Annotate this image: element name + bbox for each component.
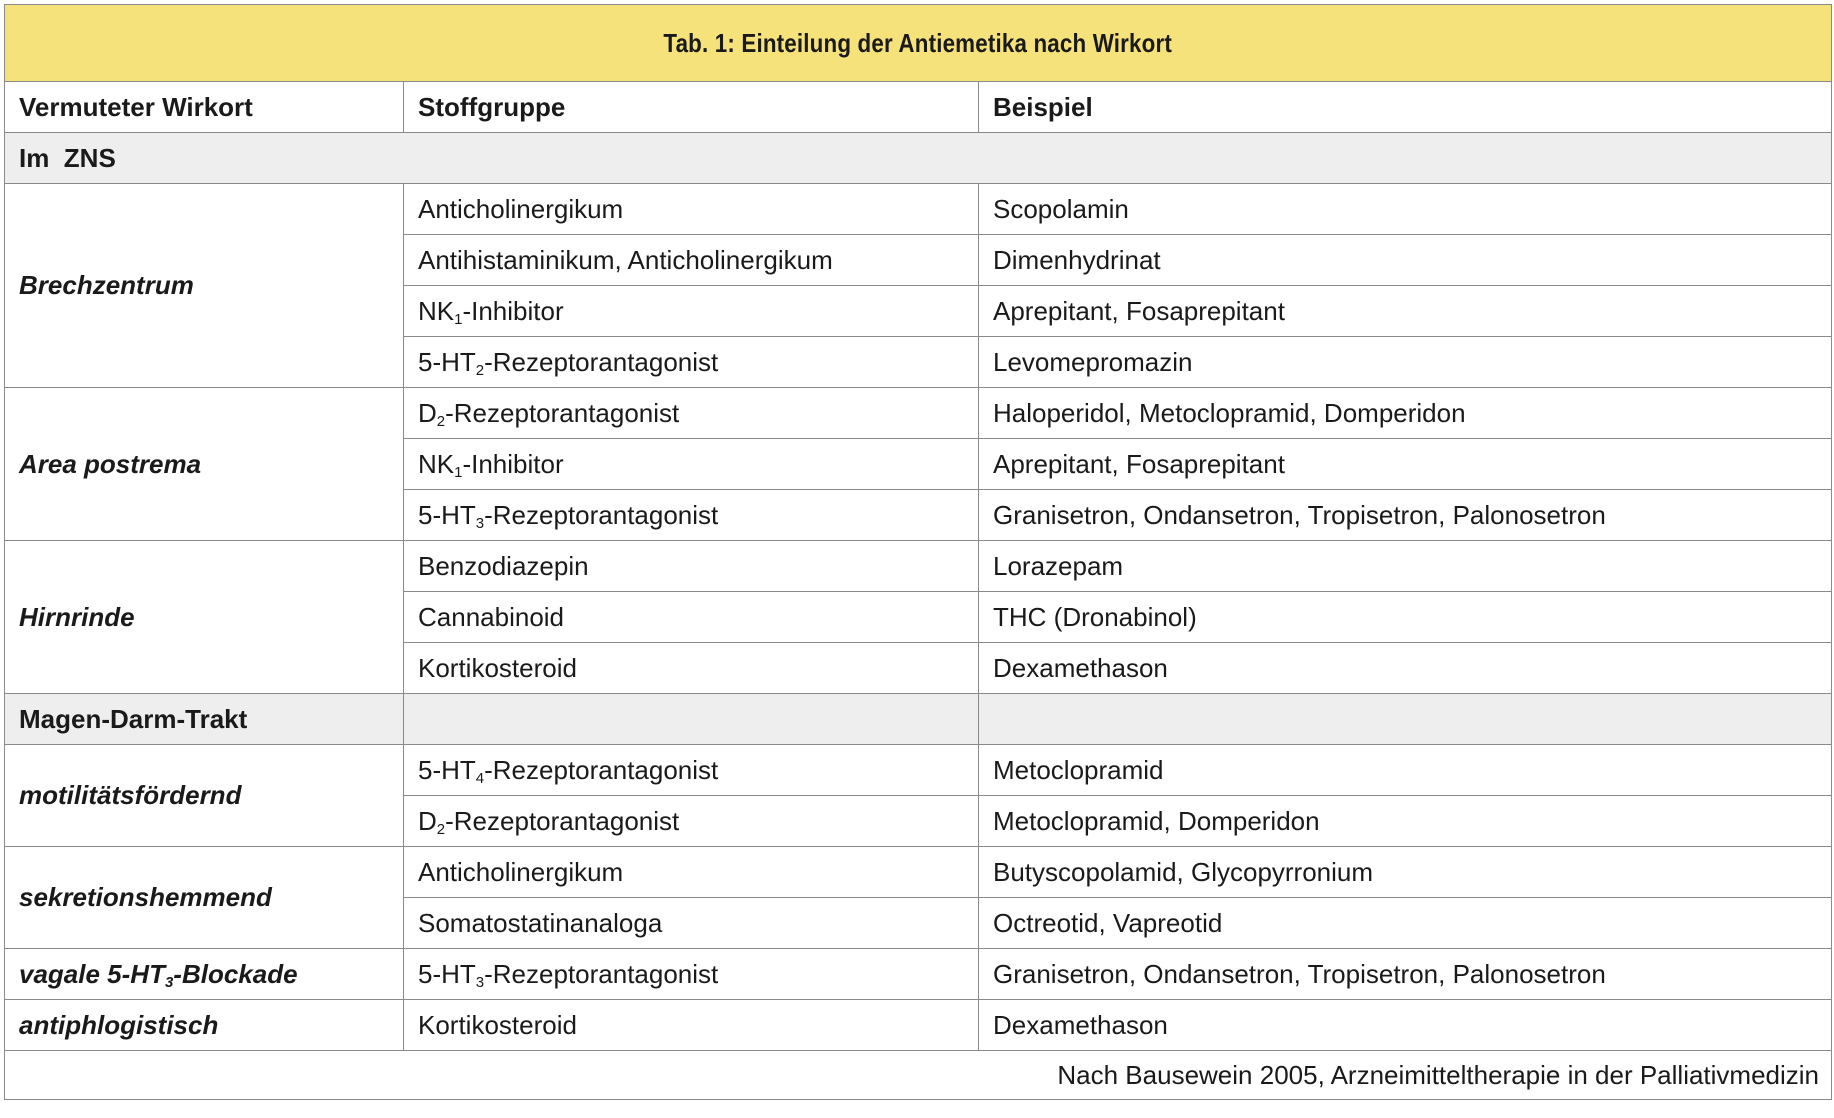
subscript: 2: [436, 412, 446, 430]
group-motilitaet: motilitätsfördernd: [5, 745, 404, 847]
table-row: [5, 1000, 1832, 1051]
stoffgruppe-suffix: -Rezeptorantagonist: [484, 754, 719, 785]
stoffgruppe-cell: [404, 1000, 979, 1051]
section-row-gi: [5, 694, 1832, 745]
stoffgruppe-suffix: -Inhibitor: [462, 448, 564, 479]
subscript: 2: [436, 820, 446, 838]
subscript: 3: [475, 973, 485, 991]
section-empty-cell: [404, 694, 979, 745]
table-row: [5, 184, 1832, 235]
table-row: [5, 388, 1832, 439]
beispiel-cell: Aprepitant, Fosaprepitant: [979, 286, 1832, 337]
stoffgruppe-suffix: -Inhibitor: [462, 295, 564, 326]
beispiel-cell: Dimenhydrinat: [979, 235, 1832, 286]
stoffgruppe-cell: [404, 898, 979, 949]
table-row: [5, 541, 1832, 592]
stoffgruppe-text: 5-HT: [418, 499, 476, 530]
group-vagal-text: vagale 5-HT: [19, 958, 165, 989]
stoffgruppe-text: Kortikosteroid: [418, 1009, 577, 1040]
stoffgruppe-cell: [404, 490, 979, 541]
stoffgruppe-text: Somatostatinanaloga: [418, 907, 663, 938]
stoffgruppe-text: NK: [418, 295, 455, 326]
header-stoffgruppe: Stoffgruppe: [404, 82, 979, 133]
table-row: [5, 745, 1832, 796]
stoffgruppe-text: D: [418, 805, 437, 836]
header-wirkort: Vermuteter Wirkort: [5, 82, 404, 133]
footer-row: [5, 1051, 1832, 1100]
stoffgruppe-text: Cannabinoid: [418, 601, 565, 632]
section-row-zns: [5, 133, 1832, 184]
stoffgruppe-cell: [404, 388, 979, 439]
beispiel-cell: Aprepitant, Fosaprepitant: [979, 439, 1832, 490]
subscript: 3: [164, 973, 174, 991]
beispiel-cell: Dexamethason: [979, 643, 1832, 694]
stoffgruppe-cell: [404, 592, 979, 643]
beispiel-cell: Octreotid, Vapreotid: [979, 898, 1832, 949]
header-beispiel: Beispiel: [979, 82, 1832, 133]
stoffgruppe-text: 5-HT: [418, 346, 476, 377]
table-row: [5, 847, 1832, 898]
section-label-zns: Im ZNS: [5, 133, 1832, 184]
section-label-gi: Magen-Darm-Trakt: [5, 694, 404, 745]
stoffgruppe-cell: [404, 796, 979, 847]
stoffgruppe-text: Anticholinergikum: [418, 193, 624, 224]
beispiel-cell: Granisetron, Ondansetron, Tropisetron, Palonosetron: [979, 949, 1832, 1000]
beispiel-cell: Scopolamin: [979, 184, 1832, 235]
subscript: 1: [454, 463, 463, 481]
stoffgruppe-cell: [404, 643, 979, 694]
stoffgruppe-text: D: [418, 397, 437, 428]
stoffgruppe-text: Antihistaminikum, Anticholinergikum: [418, 244, 833, 275]
beispiel-cell: Levomepromazin: [979, 337, 1832, 388]
beispiel-cell: Granisetron, Ondansetron, Tropisetron, Palonosetron: [979, 490, 1832, 541]
stoffgruppe-cell: [404, 286, 979, 337]
stoffgruppe-cell: [404, 184, 979, 235]
beispiel-cell: Butyscopolamid, Glycopyrronium: [979, 847, 1832, 898]
subscript: 4: [475, 769, 485, 787]
stoffgruppe-suffix: -Rezeptorantagonist: [484, 958, 719, 989]
stoffgruppe-cell: [404, 337, 979, 388]
table-title-text: Tab. 1: Einteilung der Antiemetika nach Wirkort: [663, 27, 1173, 58]
stoffgruppe-cell: [404, 745, 979, 796]
group-brechzentrum: Brechzentrum: [5, 184, 404, 388]
stoffgruppe-cell: [404, 439, 979, 490]
group-area-postrema: Area postrema: [5, 388, 404, 541]
stoffgruppe-cell: [404, 847, 979, 898]
beispiel-cell: Metoclopramid: [979, 745, 1832, 796]
table-title: [5, 5, 1832, 82]
group-hirnrinde: Hirnrinde: [5, 541, 404, 694]
antiemetika-table: [4, 4, 1832, 1100]
group-antiphlogistisch: antiphlogistisch: [5, 1000, 404, 1051]
stoffgruppe-suffix: -Rezeptorantagonist: [484, 499, 719, 530]
group-vagal: [5, 949, 404, 1000]
stoffgruppe-cell: [404, 235, 979, 286]
table-row: [5, 949, 1832, 1000]
header-row: [5, 82, 1832, 133]
beispiel-cell: Dexamethason: [979, 1000, 1832, 1051]
stoffgruppe-text: NK: [418, 448, 455, 479]
stoffgruppe-text: Anticholinergikum: [418, 856, 624, 887]
stoffgruppe-suffix: -Rezeptorantagonist: [484, 346, 719, 377]
title-row: [5, 5, 1832, 82]
stoffgruppe-text: 5-HT: [418, 958, 476, 989]
group-vagal-suffix: -Blockade: [173, 958, 298, 989]
stoffgruppe-suffix: -Rezeptorantagonist: [445, 397, 680, 428]
subscript: 1: [454, 310, 463, 328]
group-sekretion: sekretionshemmend: [5, 847, 404, 949]
beispiel-cell: THC (Dronabinol): [979, 592, 1832, 643]
stoffgruppe-text: Benzodiazepin: [418, 550, 589, 581]
section-empty-cell: [979, 694, 1832, 745]
stoffgruppe-cell: [404, 949, 979, 1000]
stoffgruppe-text: Kortikosteroid: [418, 652, 577, 683]
beispiel-cell: Haloperidol, Metoclopramid, Domperidon: [979, 388, 1832, 439]
stoffgruppe-cell: [404, 541, 979, 592]
stoffgruppe-text: 5-HT: [418, 754, 476, 785]
subscript: 2: [475, 361, 485, 379]
source-note: Nach Bausewein 2005, Arzneimitteltherapie in der Palliativmedizin: [5, 1051, 1832, 1100]
beispiel-cell: Metoclopramid, Domperidon: [979, 796, 1832, 847]
beispiel-cell: Lorazepam: [979, 541, 1832, 592]
table-container: [4, 4, 1831, 1115]
subscript: 3: [475, 514, 485, 532]
stoffgruppe-suffix: -Rezeptorantagonist: [445, 805, 680, 836]
